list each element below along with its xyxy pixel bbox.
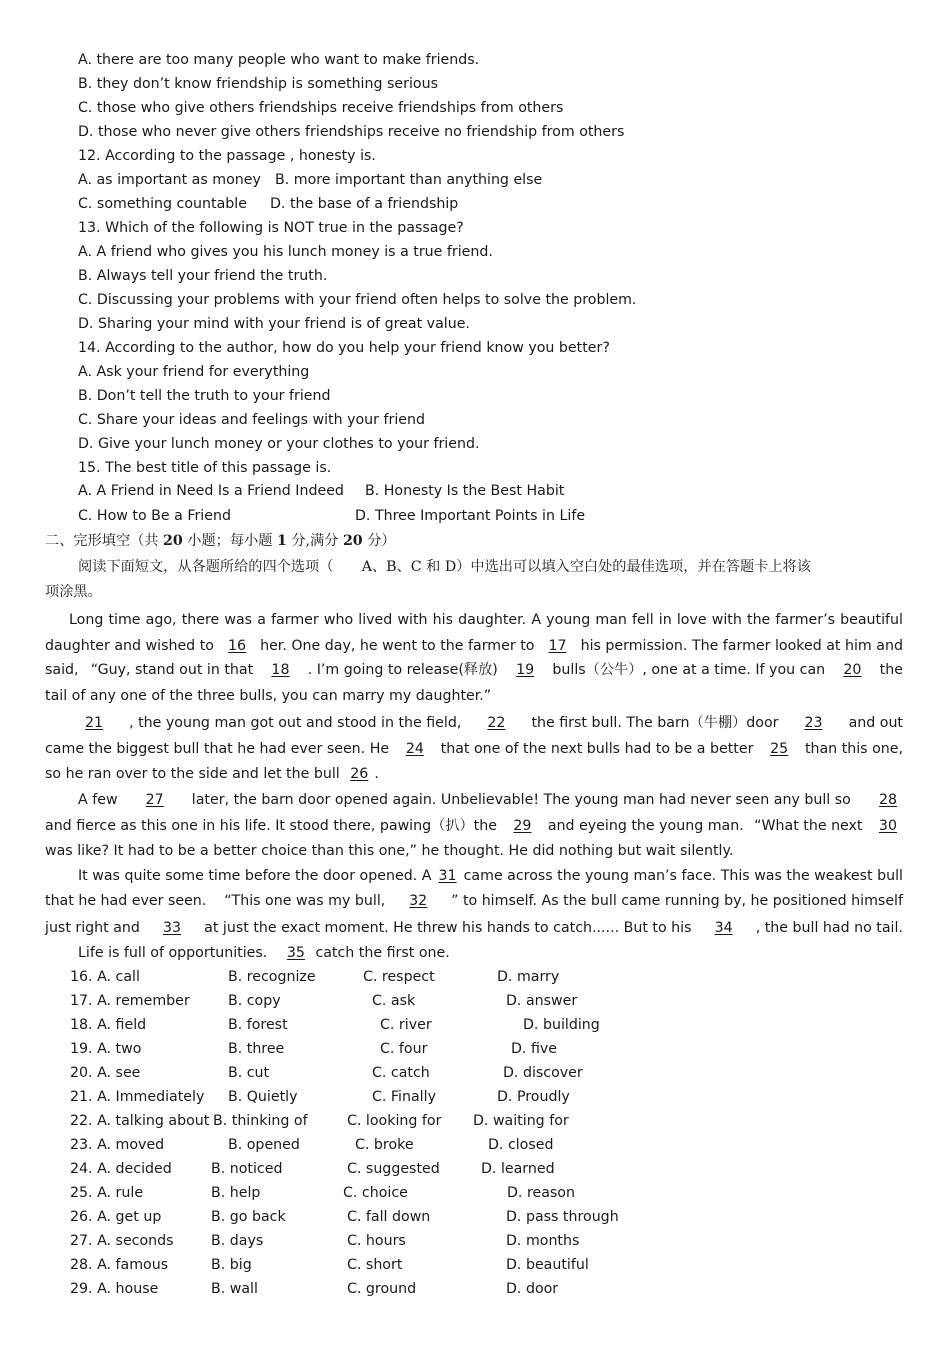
q19-option-d: D. five (511, 1041, 558, 1057)
heading-part: 分,满分 (291, 533, 339, 549)
q29-option-a: 29. A. house (70, 1281, 159, 1297)
passage-text: and eyeing the young man. (547, 818, 744, 834)
passage-p3-line3: was like? It had to be a better choice than this one,” he thought. He did nothing but wait silently. (45, 843, 734, 859)
q16-option-a: 16. A. call (70, 969, 140, 985)
passage-text: bulls（公牛）, one at a time. If you can (552, 662, 826, 678)
q29-option-b: B. wall (211, 1281, 258, 1297)
q21-option-c: C. Finally (372, 1089, 436, 1105)
q14-option-b: B. Don’t tell the truth to your friend (78, 388, 331, 404)
q13-option-d: D. Sharing your mind with your friend is of great value. (78, 316, 470, 332)
passage-text: and fierce as this one in his life. It stood there, pawing（扒）the (45, 818, 497, 834)
q25-option-b: B. help (211, 1185, 261, 1201)
q11-option-b: B. they don’t know friendship is something serious (78, 76, 438, 92)
heading-part: 小题；每小题 (187, 533, 273, 549)
passage-text: later, the barn door opened again. Unbelievable! The young man had never seen any bull so (191, 792, 851, 808)
q15-option-a: A. A Friend in Need Is a Friend Indeed (78, 483, 344, 499)
q26-option-c: C. fall down (347, 1209, 431, 1225)
q12-stem: 12. According to the passage , honesty is. (78, 148, 376, 164)
heading-score-each: 1 (276, 533, 287, 549)
q15-option-b: B. Honesty Is the Best Habit (365, 483, 565, 499)
passage-p1-line1: Long time ago, there was a farmer who lived with his daughter. A young man fell in love with the farmer’s beautiful (69, 612, 903, 628)
instruction-line-1: 阅读下面短文，从各题所给的四个选项（ A、B、C 和 D）中选出可以填入空白处的最佳选项，并在答题卡上将该 (78, 559, 811, 575)
q21-option-a: 21. A. Immediately (70, 1089, 205, 1105)
blank-16: 16 (227, 638, 247, 654)
blank-22: 22 (487, 715, 506, 731)
section-heading (45, 532, 396, 550)
q22-option-a: 22. A. talking about (70, 1113, 210, 1129)
passage-text: “What the next (754, 818, 863, 834)
q16-option-b: B. recognize (228, 969, 316, 985)
q22-option-d: D. waiting for (473, 1113, 569, 1129)
q26-option-a: 26. A. get up (70, 1209, 162, 1225)
blank-17: 17 (548, 638, 567, 654)
passage-text: , the young man got out and stood in the field, (129, 715, 462, 731)
passage-p2-line3 (45, 765, 903, 783)
blank-24: 24 (405, 741, 424, 757)
q22-option-c: C. looking for (347, 1113, 442, 1129)
q26-option-d: D. pass through (506, 1209, 619, 1225)
passage-text: “This one was my bull, (224, 893, 386, 909)
passage-text: and out (848, 715, 903, 731)
q15-stem: 15. The best title of this passage is. (78, 460, 332, 476)
passage-text: the first bull. The barn（牛棚）door (531, 715, 779, 731)
q28-option-a: 28. A. famous (70, 1257, 169, 1273)
passage-text: came the biggest bull that he had ever seen. He (45, 741, 390, 757)
q27-option-c: C. hours (347, 1233, 406, 1249)
q25-option-a: 25. A. rule (70, 1185, 144, 1201)
passage-text: . (374, 766, 379, 782)
q22-option-b: B. thinking of (213, 1113, 308, 1129)
q24-option-b: B. noticed (211, 1161, 283, 1177)
passage-text: A few (78, 792, 118, 808)
q16-option-d: D. marry (497, 969, 560, 985)
passage-text: just right and (45, 920, 140, 936)
q25-option-c: C. choice (343, 1185, 408, 1201)
q20-option-a: 20. A. see (70, 1065, 141, 1081)
passage-text: her. One day, he went to the farmer to (260, 638, 535, 654)
q17-option-c: C. ask (372, 993, 416, 1009)
q24-option-c: C. suggested (347, 1161, 440, 1177)
passage-p3-line1 (45, 791, 903, 809)
q26-option-b: B. go back (211, 1209, 286, 1225)
heading-part: 二、完形填空（共 (45, 533, 159, 549)
passage-text: that one of the next bulls had to be a better (440, 741, 754, 757)
q15-option-c: C. How to Be a Friend (78, 508, 231, 524)
passage-p3-line2 (45, 817, 903, 835)
q29-option-d: D. door (506, 1281, 559, 1297)
passage-text: “Guy, stand out in that (90, 662, 254, 678)
q23-option-a: 23. A. moved (70, 1137, 165, 1153)
instruction-line-2: 项涂黑。 (45, 584, 102, 600)
q17-option-b: B. copy (228, 993, 281, 1009)
q25-option-d: D. reason (507, 1185, 575, 1201)
q18-option-a: 18. A. field (70, 1017, 147, 1033)
blank-25: 25 (770, 741, 789, 757)
blank-27: 27 (145, 792, 164, 808)
passage-text: Life is full of opportunities. (78, 945, 268, 961)
q13-stem: 13. Which of the following is NOT true in the passage? (78, 220, 464, 236)
q24-option-a: 24. A. decided (70, 1161, 172, 1177)
q28-option-d: D. beautiful (506, 1257, 589, 1273)
blank-20: 20 (843, 662, 862, 678)
q20-option-b: B. cut (228, 1065, 270, 1081)
passage-text: the (879, 662, 903, 678)
blank-30: 30 (878, 818, 897, 834)
passage-p4-line3 (45, 919, 903, 937)
blank-26: 26 (350, 766, 369, 782)
q18-option-d: D. building (523, 1017, 600, 1033)
passage-text: ” to himself. As the bull came running by, he positioned himself (451, 893, 903, 909)
q15-option-d: D. Three Important Points in Life (355, 508, 586, 524)
q27-option-b: B. days (211, 1233, 264, 1249)
q19-option-c: C. four (380, 1041, 428, 1057)
q17-option-d: D. answer (506, 993, 578, 1009)
q14-option-c: C. Share your ideas and feelings with your friend (78, 412, 426, 428)
q11-option-c: C. those who give others friendships receive friendships from others (78, 100, 564, 116)
heading-part: 分） (367, 533, 396, 549)
q11-option-d: D. those who never give others friendships receive no friendship from others (78, 124, 625, 140)
q21-option-b: B. Quietly (228, 1089, 298, 1105)
passage-p1-line3 (45, 661, 903, 679)
blank-33: 33 (163, 920, 182, 936)
q11-option-a: A. there are too many people who want to make friends. (78, 52, 480, 68)
q19-option-b: B. three (228, 1041, 285, 1057)
q14-stem: 14. According to the author, how do you help your friend know you better? (78, 340, 610, 356)
q18-option-c: C. river (380, 1017, 432, 1033)
blank-29: 29 (513, 818, 532, 834)
blank-23: 23 (804, 715, 823, 731)
blank-18: 18 (271, 662, 290, 678)
passage-text: . I’m going to release(释放) (307, 662, 498, 678)
q21-option-d: D. Proudly (497, 1089, 570, 1105)
q29-option-c: C. ground (347, 1281, 417, 1297)
q20-option-d: D. discover (503, 1065, 583, 1081)
q12-option-c: C. something countable (78, 196, 247, 212)
q14-option-d: D. Give your lunch money or your clothes to your friend. (78, 436, 480, 452)
q20-option-c: C. catch (372, 1065, 430, 1081)
passage-p2-line2 (45, 740, 903, 758)
q28-option-b: B. big (211, 1257, 252, 1273)
q18-option-b: B. forest (228, 1017, 288, 1033)
blank-19: 19 (516, 662, 535, 678)
passage-p1-line4: tail of any one of the three bulls, you can marry my daughter.” (45, 688, 492, 704)
q24-option-d: D. learned (481, 1161, 555, 1177)
q23-option-c: C. broke (355, 1137, 414, 1153)
q27-option-a: 27. A. seconds (70, 1233, 174, 1249)
q13-option-c: C. Discussing your problems with your friend often helps to solve the problem. (78, 292, 637, 308)
blank-32: 32 (409, 893, 428, 909)
q17-option-a: 17. A. remember (70, 993, 190, 1009)
q16-option-c: C. respect (363, 969, 435, 985)
passage-text: said, (45, 662, 79, 678)
q23-option-d: D. closed (488, 1137, 554, 1153)
q12-option-b: B. more important than anything else (275, 172, 543, 188)
passage-p1-line2 (45, 637, 903, 655)
passage-text: came across the young man’s face. This was the weakest bull (463, 868, 903, 884)
passage-p4-line1 (45, 867, 903, 885)
q13-option-a: A. A friend who gives you his lunch money is a true friend. (78, 244, 493, 260)
heading-count: 20 (163, 533, 183, 549)
q12-option-a: A. as important as money (78, 172, 261, 188)
blank-34: 34 (714, 920, 733, 936)
blank-28: 28 (878, 792, 897, 808)
q13-option-b: B. Always tell your friend the truth. (78, 268, 328, 284)
passage-p4-line2 (45, 892, 903, 910)
passage-p2-line1 (45, 714, 903, 732)
q19-option-a: 19. A. two (70, 1041, 142, 1057)
q23-option-b: B. opened (228, 1137, 300, 1153)
blank-21: 21 (85, 715, 104, 731)
heading-total: 20 (342, 533, 363, 549)
blank-31: 31 (438, 868, 457, 884)
passage-text: so he ran over to the side and let the bull (45, 766, 340, 782)
passage-text: catch the first one. (315, 945, 450, 961)
passage-text: than this one, (804, 741, 903, 757)
passage-text: that he had ever seen. (45, 893, 207, 909)
passage-p5 (45, 944, 903, 962)
q14-option-a: A. Ask your friend for everything (78, 364, 310, 380)
passage-text: his permission. The farmer looked at him and (580, 638, 903, 654)
passage-text: It was quite some time before the door opened. A (78, 868, 432, 884)
passage-text: , the bull had no tail. (755, 920, 903, 936)
passage-text: daughter and wished to (45, 638, 214, 654)
q28-option-c: C. short (347, 1257, 403, 1273)
q27-option-d: D. months (506, 1233, 580, 1249)
q12-option-d: D. the base of a friendship (270, 196, 459, 212)
blank-35: 35 (286, 945, 305, 961)
passage-text: at just the exact moment. He threw his hands to catch...... But to his (204, 920, 692, 936)
